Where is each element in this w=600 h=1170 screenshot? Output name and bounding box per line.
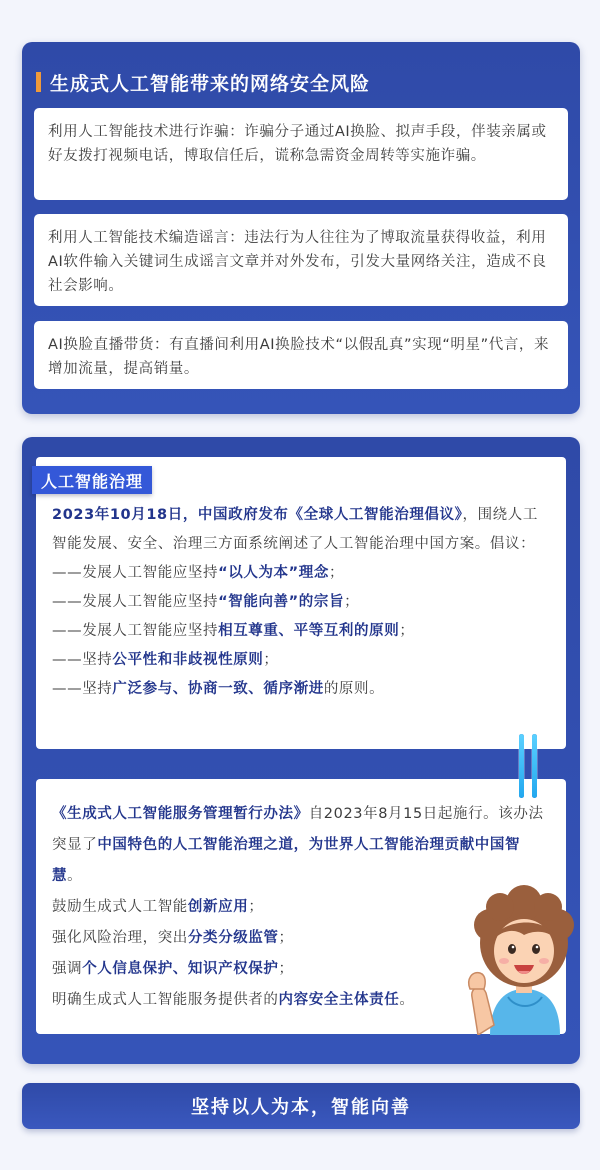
risk-title bbox=[36, 68, 370, 96]
regulation-highlight-end: 。 bbox=[67, 868, 83, 884]
risk-title-text: 生成式人工智能带来的网络安全风险 bbox=[50, 72, 371, 95]
initiative-intro-rest: ，围绕人工智能发展、安全、治理三方面系统阐述了人工智能治理中国方案。倡议： bbox=[52, 507, 538, 552]
item-bold: 公平性和非歧视性原则 bbox=[112, 652, 264, 668]
initiative-publisher: 中国政府发布《全球人工智能治理倡议》 bbox=[197, 507, 463, 523]
initiative-item bbox=[52, 675, 552, 704]
line-bold: 内容安全主体责任 bbox=[278, 992, 400, 1008]
binder-clip-icon bbox=[519, 734, 524, 798]
initiative-intro bbox=[52, 501, 552, 559]
regulation-intro bbox=[52, 799, 552, 892]
item-suffix: ； bbox=[399, 623, 415, 639]
line-prefix: 明确生成式人工智能服务提供者的 bbox=[52, 992, 279, 1008]
initiative-item bbox=[52, 588, 552, 617]
line-prefix: 强化风险治理，突出 bbox=[52, 930, 188, 946]
initiative-item bbox=[52, 617, 552, 646]
item-prefix: ——坚持 bbox=[52, 681, 113, 697]
item-bold: 广泛参与、协商一致、循序渐进 bbox=[112, 681, 324, 697]
governance-tag: 人工智能治理 bbox=[32, 466, 152, 494]
risk-card-fraud: 利用人工智能技术进行诈骗：诈骗分子通过AI换脸、拟声手段，伴装亲属或好友拨打视频电话，博取信任后，谎称急需资金周转等实施诈骗。 bbox=[34, 108, 568, 200]
regulation-highlight: 中国特色的人工智能治理之道，为世界人工智能治理贡献中国智慧 bbox=[52, 837, 521, 884]
line-suffix: 。 bbox=[399, 992, 415, 1008]
regulation-title: 《生成式人工智能服务管理暂行办法》 bbox=[52, 806, 309, 822]
governance-initiative-card bbox=[36, 457, 566, 749]
line-prefix: 鼓励生成式人工智能 bbox=[52, 899, 188, 915]
title-accent-bar bbox=[36, 72, 41, 92]
line-suffix: ； bbox=[278, 930, 294, 946]
initiative-item bbox=[52, 559, 552, 588]
regulation-title-rest: 自2023年8月15日起施行。该办法突显了 bbox=[52, 806, 544, 853]
item-prefix: ——发展人工智能应坚持 bbox=[52, 623, 219, 639]
cartoon-girl-icon bbox=[460, 885, 580, 1035]
risk-card-rumor: 利用人工智能技术编造谣言：违法行为人往往为了博取流量获得收益，利用AI软件输入关键词生成谣言文章并对外发布，引发大量网络关注，造成不良社会影响。 bbox=[34, 214, 568, 306]
initiative-item bbox=[52, 646, 552, 675]
line-bold: 个人信息保护、知识产权保护 bbox=[82, 961, 279, 977]
item-bold: “以人为本”理念 bbox=[218, 565, 329, 581]
initiative-date: 2023年10月18日， bbox=[52, 507, 198, 523]
item-prefix: ——发展人工智能应坚持 bbox=[52, 565, 219, 581]
line-suffix: ； bbox=[278, 961, 294, 977]
item-suffix: 的原则。 bbox=[323, 681, 385, 697]
risk-panel bbox=[22, 42, 580, 414]
line-bold: 分类分级监管 bbox=[187, 930, 279, 946]
line-suffix: ； bbox=[248, 899, 264, 915]
item-prefix: ——坚持 bbox=[52, 652, 113, 668]
item-suffix: ； bbox=[263, 652, 279, 668]
risk-card-livestream: AI换脸直播带货：有直播间利用AI换脸技术“以假乱真”实现“明星”代言，来增加流量，提高销量。 bbox=[34, 321, 568, 389]
line-bold: 创新应用 bbox=[187, 899, 249, 915]
item-prefix: ——发展人工智能应坚持 bbox=[52, 594, 219, 610]
item-suffix: ； bbox=[344, 594, 360, 610]
item-bold: “智能向善”的宗旨 bbox=[218, 594, 345, 610]
bottom-banner: 坚持以人为本，智能向善 bbox=[22, 1083, 580, 1129]
binder-clip-icon bbox=[532, 734, 537, 798]
line-prefix: 强调 bbox=[52, 961, 83, 977]
item-suffix: ； bbox=[328, 565, 345, 581]
item-bold: 相互尊重、平等互利的原则 bbox=[218, 623, 400, 639]
